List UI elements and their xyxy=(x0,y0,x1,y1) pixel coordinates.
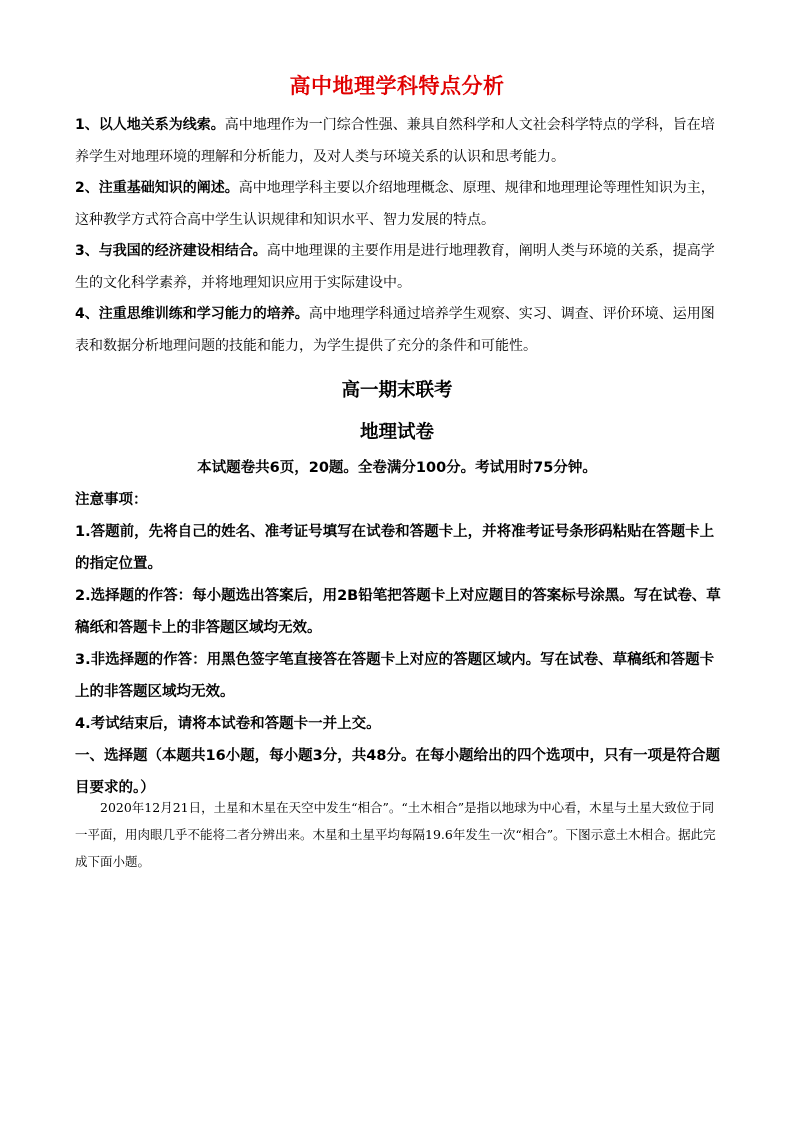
feature-text: 高中地理作为一门综合性强、兼具自然科学和人文社会科学特点的学科，旨在培养学生对地理环境的理解和分析能力，及对人类与环境关系的认识和思考能力。 xyxy=(75,117,715,165)
section-one-heading: 一、选择题（本题共16小题，每小题3分，共48分。在每小题给出的四个选项中，只有一项是符合题目要求的。） xyxy=(75,748,720,796)
notice-item: 1.答题前，先将自己的姓名、准考证号填写在试卷和答题卡上，并将准考证号条形码粘贴在答题卡上的指定位置。 xyxy=(75,524,715,572)
feature-lead: 2、注重基础知识的阐述。 xyxy=(75,180,239,196)
notices-section xyxy=(75,484,725,804)
feature-lead: 1、以人地关系为线索。 xyxy=(75,117,225,133)
feature-paragraph xyxy=(75,299,725,362)
notice-item: 4.考试结束后，请将本试卷和答题卡一并上交。 xyxy=(75,716,381,732)
exam-subject: 地理试卷 xyxy=(359,422,434,443)
feature-lead: 4、注重思维训练和学习能力的培养。 xyxy=(75,306,309,322)
feature-paragraph xyxy=(75,173,725,236)
feature-text: 高中地理学科主要以介绍地理概念、原理、规律和地理理论等理性知识为主，这种教学方式符合高中学生认识规律和知识水平、智力发展的特点。 xyxy=(75,180,715,228)
notice-title: 注意事项： xyxy=(75,492,148,508)
features-section xyxy=(75,110,725,362)
feature-text: 高中地理学科通过培养学生观察、实习、调查、评价环境、运用图表和数据分析地理问题的技能和能力，为学生提供了充分的条件和可能性。 xyxy=(75,306,715,354)
feature-paragraph xyxy=(75,110,725,173)
notice-item: 2.选择题的作答：每小题选出答案后，用2B铅笔把答题卡上对应题目的答案标号涂黑。写在试卷、草稿纸和答题卡上的非答题区域均无效。 xyxy=(75,588,721,636)
passage-text: 2020年12月21日，土星和木星在天空中发生“相合”。“土木相合”是指以地球为中心看，木星与土星大致位于同一平面，用肉眼几乎不能将二者分辨出来。木星和土星平均每隔19.6年发生一次“相合”。下图示意土木相合。据此完成下面小题。 xyxy=(75,800,716,869)
page-title: 高中地理学科特点分析 xyxy=(289,74,505,98)
feature-lead: 3、与我国的经济建设相结合。 xyxy=(75,243,267,259)
feature-text: 高中地理课的主要作用是进行地理教育，阐明人类与环境的关系，提高学生的文化科学素养，并将地理知识应用于实际建设中。 xyxy=(75,243,715,291)
passage-section xyxy=(75,794,725,875)
notice-item: 3.非选择题的作答：用黑色签字笔直接答在答题卡上对应的答题区域内。写在试卷、草稿纸和答题卡上的非答题区域均无效。 xyxy=(75,652,715,700)
exam-summary: 本试题卷共6页，20题。全卷满分100分。考试用时75分钟。 xyxy=(197,460,597,476)
feature-paragraph xyxy=(75,236,725,299)
exam-heading: 高一期末联考 xyxy=(341,380,453,401)
